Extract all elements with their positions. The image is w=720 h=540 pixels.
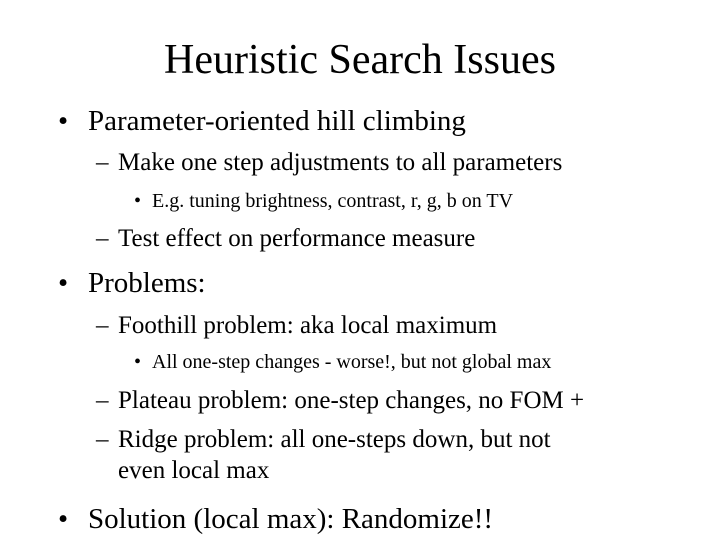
subbullet-text: Make one step adjustments to all parameters	[118, 149, 563, 176]
subbullet-ridge-problem	[96, 425, 551, 455]
dash-marker: –	[96, 312, 109, 339]
subbullet-text: Ridge problem: all one-steps down, but not	[118, 426, 551, 453]
subbullet-test-effect	[96, 224, 475, 254]
bullet-solution	[58, 502, 493, 536]
dash-marker: –	[96, 149, 109, 176]
subbullet-foothill-problem	[96, 311, 497, 341]
subsubbullet-tv-tuning	[134, 189, 513, 213]
subsubbullet-text: E.g. tuning brightness, contrast, r, g, b on TV	[152, 190, 514, 212]
bullet-problems	[58, 266, 206, 300]
bullet-marker: •	[134, 190, 142, 212]
bullet-text: Parameter-oriented hill climbing	[88, 105, 466, 137]
bullet-marker: •	[58, 267, 69, 299]
subbullet-text: Test effect on performance measure	[118, 225, 476, 252]
dash-marker: –	[96, 426, 109, 453]
subbullet-text: Plateau problem: one-step changes, no FOM +	[118, 387, 585, 414]
bullet-text: Solution (local max): Randomize!!	[88, 503, 494, 535]
bullet-marker: •	[58, 503, 69, 535]
subbullet-text: Foothill problem: aka local maximum	[118, 312, 498, 339]
subbullet-plateau-problem	[96, 386, 584, 416]
bullet-text: Problems:	[88, 267, 206, 299]
dash-marker: –	[96, 387, 109, 414]
subsubbullet-one-step-changes	[134, 350, 551, 374]
slide-title: Heuristic Search Issues	[164, 37, 556, 83]
bullet-marker: •	[134, 351, 142, 373]
subbullet-ridge-continuation: even local max	[118, 457, 270, 484]
dash-marker: –	[96, 225, 109, 252]
subsubbullet-text: All one-step changes - worse!, but not global max	[152, 351, 552, 373]
bullet-parameter-hill-climbing	[58, 104, 466, 138]
bullet-marker: •	[58, 105, 69, 137]
subbullet-one-step-adjustments	[96, 148, 562, 178]
